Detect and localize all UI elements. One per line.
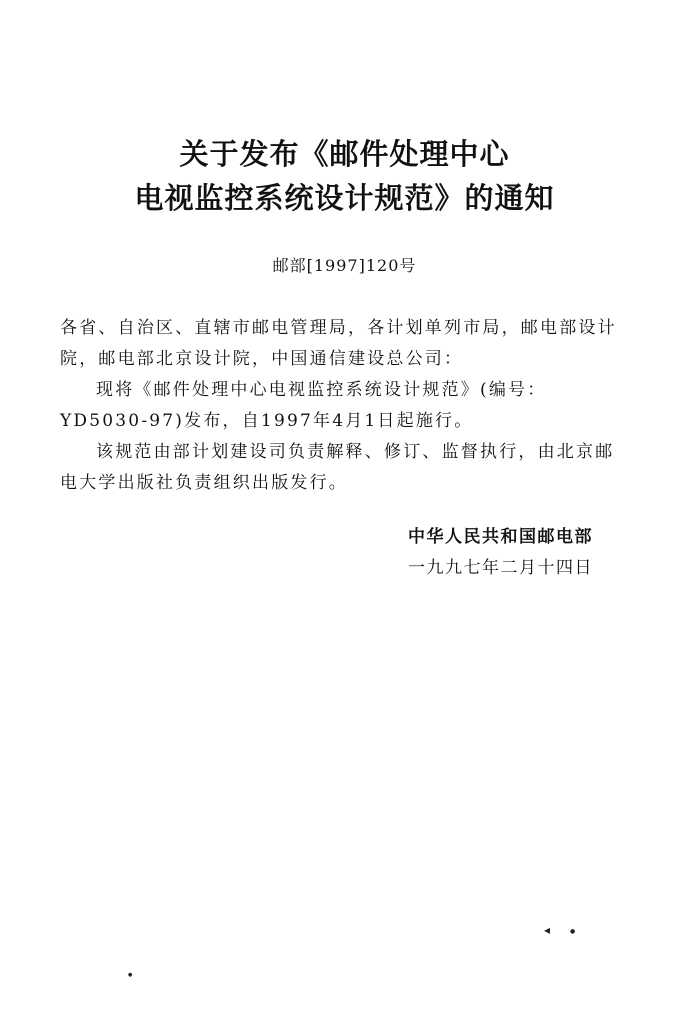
document-number: 邮部[1997]120号 (272, 256, 417, 275)
issue-date: 一九九七年二月十四日 (408, 558, 593, 578)
paragraph-announcement: 现将《邮件处理中心电视监控系统设计规范》(编号：YD5030-97)发布，自1997年4月1日起施行。 (60, 380, 547, 431)
scan-mark-icon: ◂ (544, 923, 551, 937)
scan-speck-icon: ● (128, 972, 133, 978)
title-line-1: 关于发布《邮件处理中心 (179, 137, 510, 171)
paragraph-addressees: 各省、自治区、直辖市邮电管理局，各计划单列市局，邮电部设计院，邮电部北京设计院，中国通信建设总公司： (60, 318, 617, 369)
title-line-2: 电视监控系统设计规范》的通知 (134, 181, 555, 215)
scan-dot-icon: ● (570, 928, 576, 935)
issuer-name: 中华人民共和国邮电部 (408, 527, 593, 547)
paragraph-responsibility: 该规范由部计划建设司负责解释、修订、监督执行，由北京邮电大学出版社负责组织出版发行。 (60, 442, 615, 493)
